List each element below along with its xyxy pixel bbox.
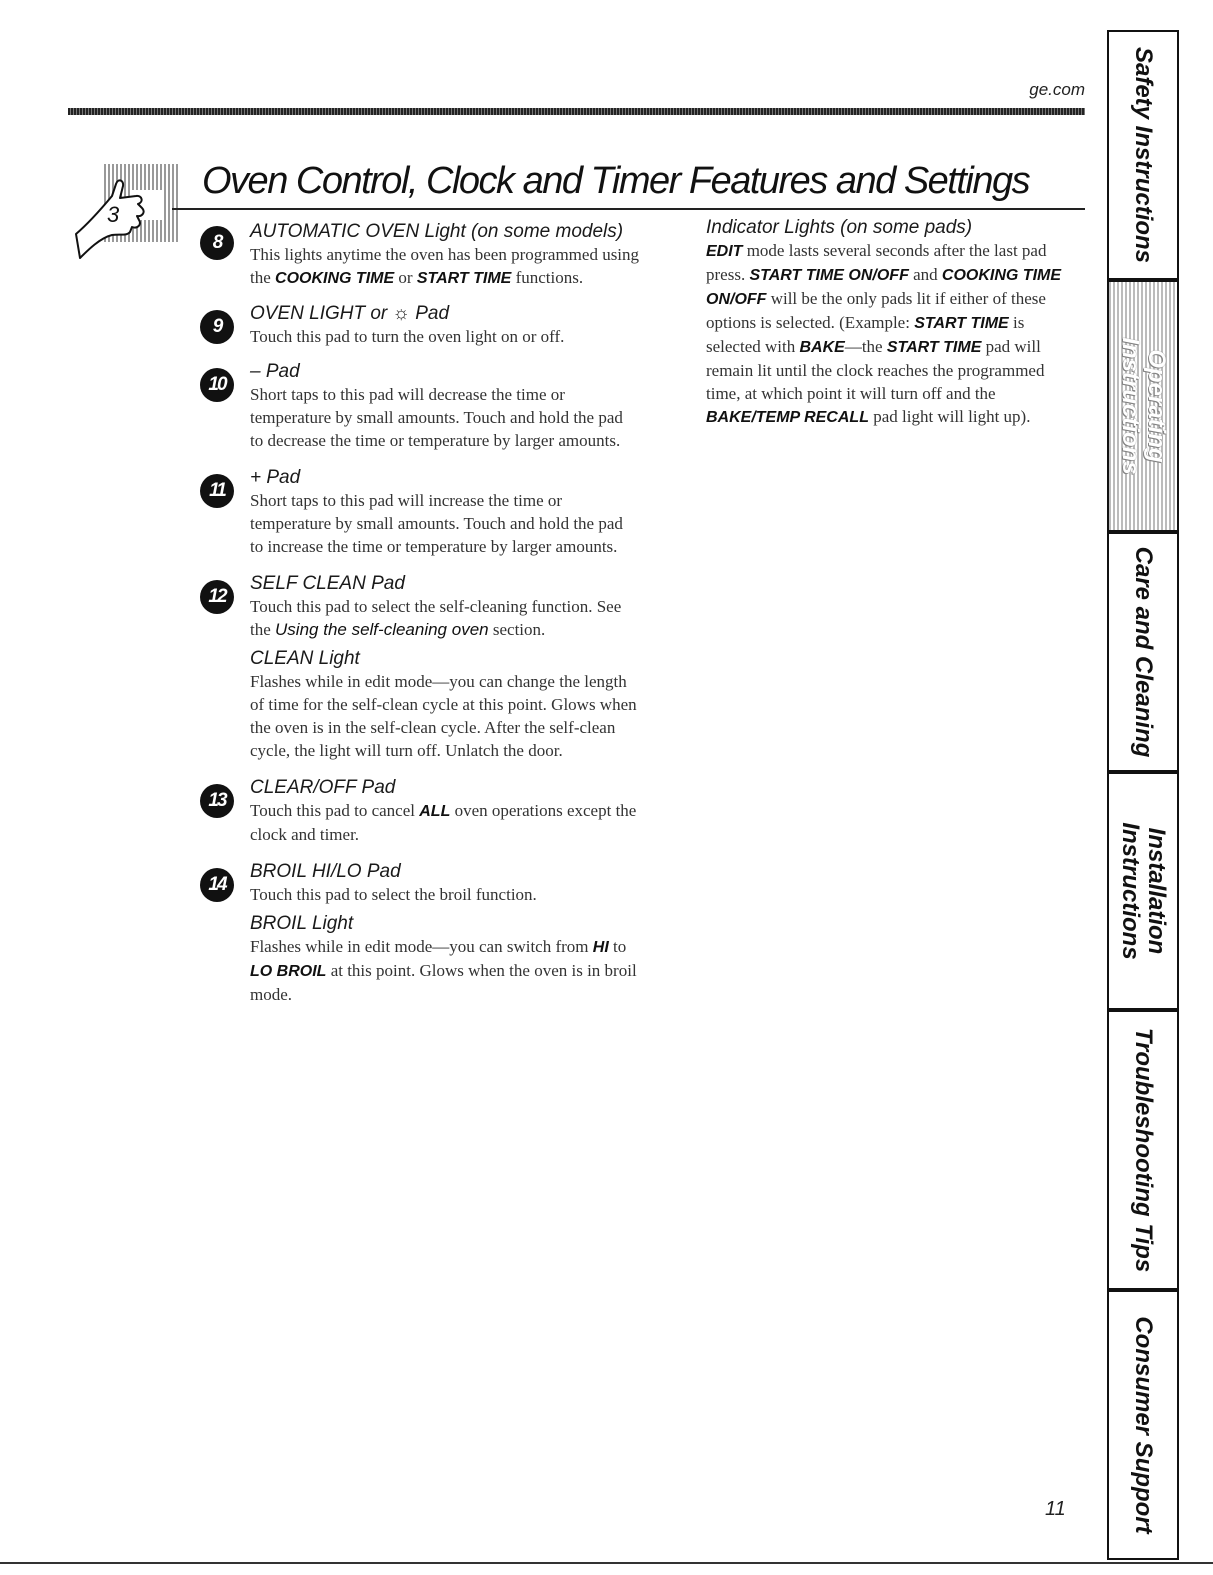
indicator-heading: Indicator Lights (on some pads) <box>706 217 973 238</box>
item-heading: SELF CLEAN Pad <box>250 573 405 594</box>
item-heading: AUTOMATIC OVEN Light (on some models) <box>250 221 624 242</box>
tab-label: Troubleshooting Tips <box>1130 1027 1157 1273</box>
tab-label: Safety Instructions <box>1130 46 1157 264</box>
sub-text: Flashes while in edit mode—you can switch from HI to LO BROIL at this point. Glows when the oven is in broil mode. <box>250 937 637 1004</box>
sub-heading: CLEAN Light <box>250 648 360 669</box>
tab-label: Installation Instructions <box>1117 822 1170 960</box>
tab-label: Operating Instructions <box>1117 337 1170 475</box>
list-item <box>200 860 640 1006</box>
sub-heading: BROIL Light <box>250 913 354 934</box>
step-number-badge: 12 <box>200 580 234 614</box>
tab-operating-instructions[interactable] <box>1107 280 1179 532</box>
list-item <box>200 360 640 452</box>
step-number-badge: 11 <box>200 474 234 508</box>
site-url[interactable]: ge.com <box>1029 80 1085 99</box>
tab-troubleshooting-tips[interactable] <box>1107 1010 1179 1290</box>
item-text: Short taps to this pad will increase the time or temperature by small amounts. Touch and hold the pad to increase the time or temperature by larger amounts. <box>250 491 623 556</box>
right-column <box>706 216 1076 429</box>
tab-safety-instructions[interactable] <box>1107 30 1179 280</box>
page-title: Oven Control, Clock and Timer Features and Settings <box>202 160 1030 202</box>
item-text: Short taps to this pad will decrease the time or temperature by small amounts. Touch and hold the pad to decrease the time or temperature by larger amounts. <box>250 385 623 450</box>
svg-text:3: 3 <box>107 202 120 227</box>
list-item <box>200 466 640 558</box>
left-column <box>200 220 640 1016</box>
sub-text: Flashes while in edit mode—you can change the length of time for the self-clean cycle at this point. Glows when the oven is in the self-clean cycle. After the self-clean cycle, the light will turn off. Unlatch the door. <box>250 672 637 760</box>
list-item <box>200 572 640 762</box>
step-number-badge: 13 <box>200 784 234 818</box>
header-rule <box>68 108 1085 115</box>
list-item <box>200 776 640 846</box>
tab-consumer-support[interactable] <box>1107 1290 1179 1560</box>
tab-care-and-cleaning[interactable] <box>1107 532 1179 772</box>
step-number-badge: 10 <box>200 368 234 402</box>
tab-installation-instructions[interactable] <box>1107 772 1179 1010</box>
item-text: Touch this pad to turn the oven light on or off. <box>250 327 565 346</box>
item-text: Touch this pad to select the broil function. <box>250 885 537 904</box>
section-tabs <box>1107 30 1179 1560</box>
item-heading: CLEAR/OFF Pad <box>250 777 396 798</box>
tab-label: Consumer Support <box>1130 1316 1157 1534</box>
step-number-badge: 14 <box>200 868 234 902</box>
item-heading: + Pad <box>250 467 301 488</box>
step-number-badge: 9 <box>200 310 234 344</box>
footer-rule <box>0 1562 1213 1564</box>
step-number-badge: 8 <box>200 226 234 260</box>
list-item <box>200 302 640 348</box>
item-text: Touch this pad to select the self-cleaning function. See the Using the self-cleaning oven section. <box>250 597 622 639</box>
list-item <box>200 220 640 290</box>
item-heading: BROIL HI/LO Pad <box>250 861 401 882</box>
indicator-text: EDIT mode lasts several seconds after the last pad press. START TIME ON/OFF and COOKING TIME ON/OFF will be the only pads lit if either of these options is selected. (Example: START TIME is selected with BAKE—the START TIME pad will remain lit until the clock reaches the programmed time, at which point it will turn off and the BAKE/TEMP RECALL pad light will light up). <box>706 241 1062 426</box>
page-number: 11 <box>1045 1498 1066 1520</box>
item-text: Touch this pad to cancel ALL oven operations except the clock and timer. <box>250 801 637 844</box>
tab-label: Care and Cleaning <box>1130 546 1157 758</box>
hand-pointing-icon <box>72 162 180 266</box>
item-heading: – Pad <box>250 361 300 382</box>
item-text: This lights anytime the oven has been programmed using the COOKING TIME or START TIME functions. <box>250 245 640 287</box>
title-rule <box>172 208 1085 210</box>
item-heading: OVEN LIGHT or ☼ Pad <box>250 303 450 324</box>
